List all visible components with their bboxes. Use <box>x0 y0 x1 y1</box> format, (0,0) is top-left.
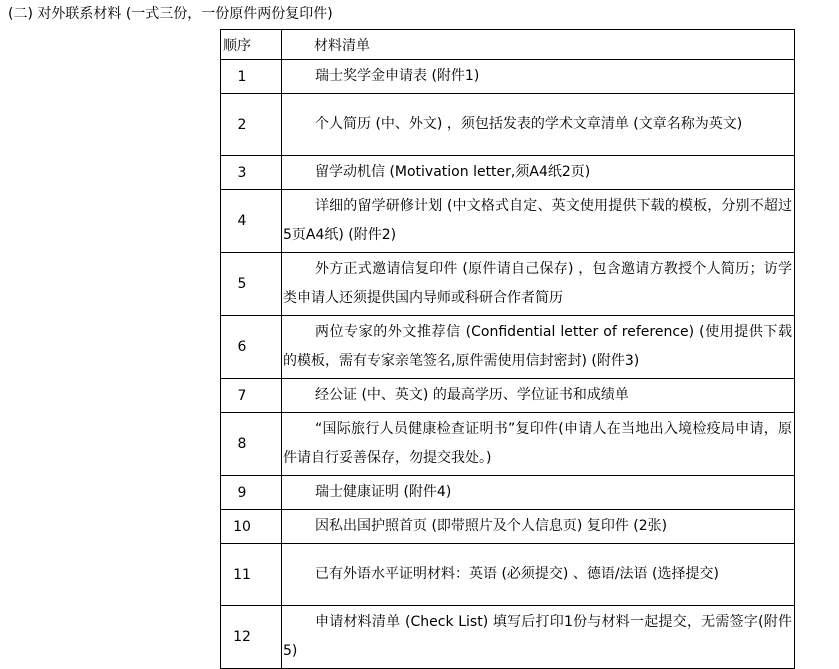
row-item <box>282 606 795 669</box>
table-row <box>221 190 795 253</box>
section-heading: (二) 对外联系材料 (一式三份，一份原件两份复印件) <box>8 6 333 22</box>
row-item <box>282 60 795 94</box>
row-item-text: 瑞士健康证明 (附件4) <box>315 484 452 500</box>
table-row <box>221 413 795 476</box>
row-item-text: 已有外语水平证明材料：英语 (必须提交) 、德语/法语 (选择提交) <box>315 566 719 582</box>
row-item-text: 两位专家的外文推荐信 (Confidential letter of reference) (使用提供下载的模板，需有专家亲笔签名,原件需使用信封密封) (附件3) <box>283 324 792 369</box>
row-item-text: 详细的留学研修计划 (中文格式自定、英文使用提供下载的模板，分别不超过5页A4纸) (附件2) <box>283 198 792 243</box>
table-row <box>221 476 795 510</box>
row-item <box>282 94 795 156</box>
table-row <box>221 60 795 94</box>
row-item <box>282 316 795 379</box>
row-seq: 12 <box>221 606 282 669</box>
row-item-text: 申请材料清单 (Check List) 填写后打印1份与材料一起提交，无需签字(附件5) <box>283 614 792 659</box>
row-seq: 2 <box>221 94 282 156</box>
row-item-text: 外方正式邀请信复印件 (原件请自己保存) ，包含邀请方教授个人简历；访学类申请人还须提供国内导师或科研合作者简历 <box>283 261 792 306</box>
table-row <box>221 379 795 413</box>
row-item <box>282 379 795 413</box>
table-row <box>221 606 795 669</box>
row-seq: 8 <box>221 413 282 476</box>
row-item <box>282 510 795 544</box>
row-item <box>282 253 795 316</box>
table-row <box>221 544 795 606</box>
row-seq: 7 <box>221 379 282 413</box>
header-item: 材料清单 <box>282 30 795 60</box>
row-item <box>282 413 795 476</box>
row-item-text: 经公证 (中、英文) 的最高学历、学位证书和成绩单 <box>315 387 629 403</box>
row-item-text: 因私出国护照首页 (即带照片及个人信息页) 复印件 (2张) <box>315 518 668 534</box>
row-item-text: 留学动机信 (Motivation letter,须A4纸2页) <box>315 164 591 180</box>
row-item-text: 瑞士奖学金申请表 (附件1) <box>315 68 480 84</box>
materials-table <box>220 29 795 669</box>
row-item <box>282 544 795 606</box>
table-row <box>221 94 795 156</box>
row-seq: 6 <box>221 316 282 379</box>
row-seq: 10 <box>221 510 282 544</box>
row-seq: 5 <box>221 253 282 316</box>
row-seq: 1 <box>221 60 282 94</box>
table-header-row <box>221 30 795 60</box>
table-row <box>221 253 795 316</box>
table-row <box>221 316 795 379</box>
table-row <box>221 156 795 190</box>
row-item-text: “国际旅行人员健康检查证明书”复印件(申请人在当地出入境检疫局申请，原件请自行妥善保存，勿提交我处。) <box>283 421 792 466</box>
header-seq: 顺序 <box>221 30 282 60</box>
row-item <box>282 156 795 190</box>
row-seq: 4 <box>221 190 282 253</box>
row-item-text: 个人简历 (中、外文) ，须包括发表的学术文章清单 (文章名称为英文) <box>315 116 743 132</box>
row-item <box>282 476 795 510</box>
table-row <box>221 510 795 544</box>
row-seq: 9 <box>221 476 282 510</box>
row-item <box>282 190 795 253</box>
row-seq: 11 <box>221 544 282 606</box>
row-seq: 3 <box>221 156 282 190</box>
